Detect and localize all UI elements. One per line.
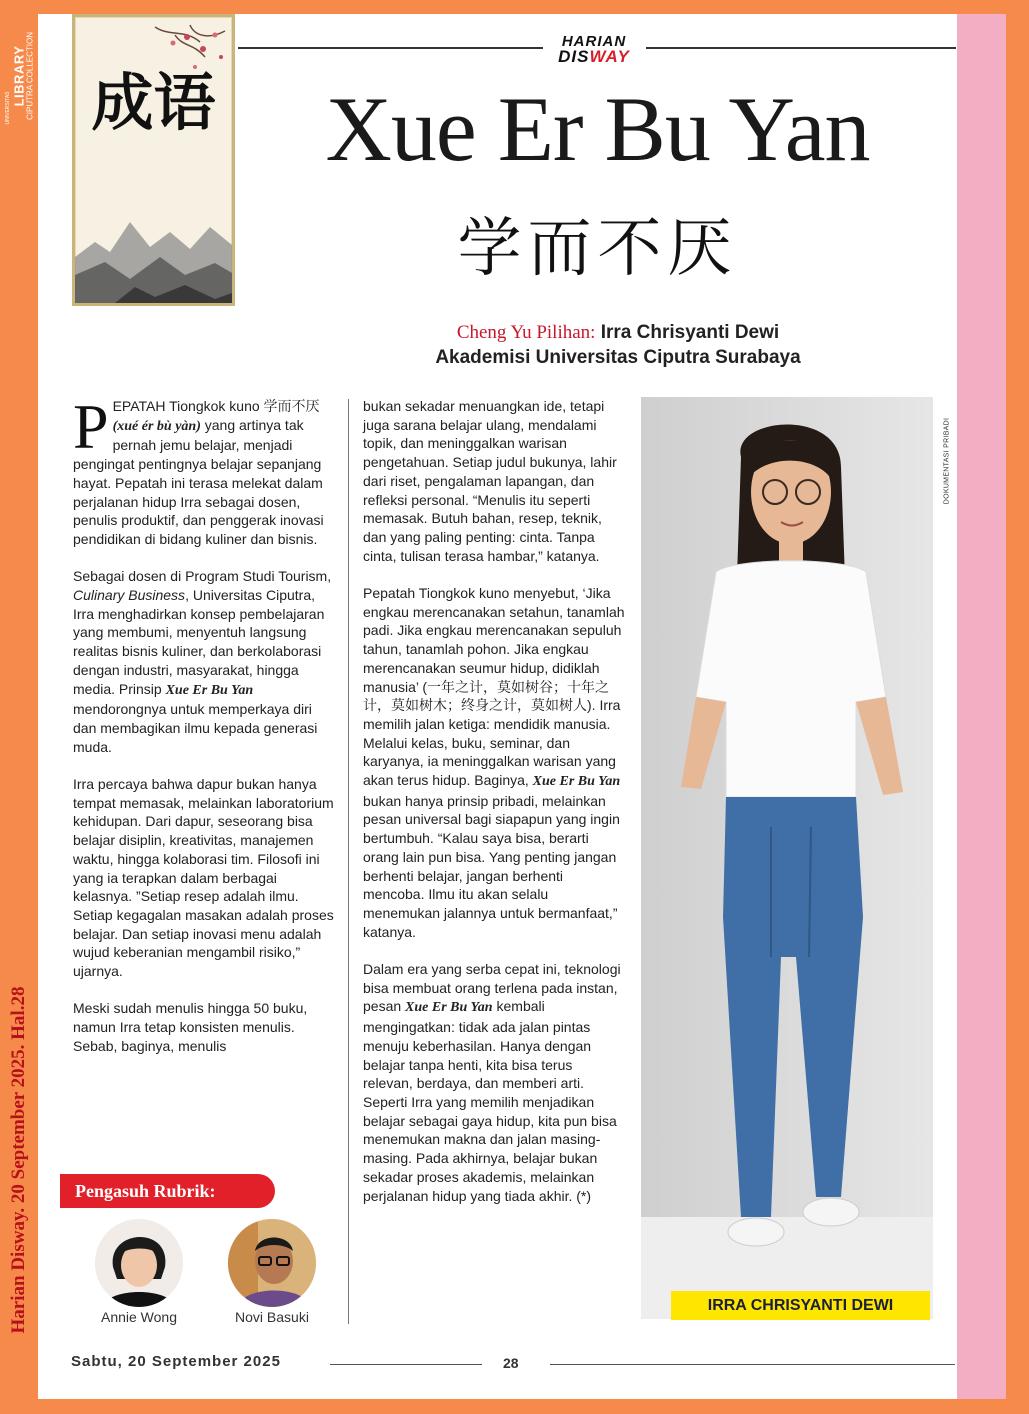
rubrik-banner: Pengasuh Rubrik: bbox=[60, 1174, 275, 1208]
footer-rule bbox=[550, 1364, 955, 1365]
host-name: Novi Basuki bbox=[235, 1309, 309, 1325]
host-name: Annie Wong bbox=[100, 1309, 177, 1325]
drop-cap: P bbox=[73, 391, 109, 462]
paragraph: Pepatah Tiongkok kuno menyebut, ‘Jika engkau merencanakan setahun, tanamlah padi. Jika engkau merencanakan sepuluh tahun, tanamlah pohon. Jika engkau merencanakan seumur hidup, didiklah manusia’ (一年之计，莫如树谷；十年之计，莫如树木；终身之计，莫如树人). Irra memilih jalan ketiga: mendidik manusia. Melalui kelas, buku, seminar, dan karyanya, ia meninggalkan warisan yang akan terus hidup. Baginya, Xue Er Bu Yan bukan hanya prinsip pribadi, melainkan pesan universal bagi siapapun yang ingin bertumbuh. “Kalau saya bisa, berarti orang lain pun bisa. Yang penting jangan berhenti belajar, jangan berhenti mencoba. Ilmu itu akan selalu menemukan jalannya untuk bermanfaat,” katanya. bbox=[363, 585, 625, 940]
avatar-annie-wong bbox=[95, 1219, 183, 1307]
paragraph: Dalam era yang serba cepat ini, teknologi bisa membuat orang terlena pada instan, pesan Xue Er Bu Yan kembali mengingatkan: tidak ada jalan pintas menuju keberhasilan. Hanya dengan belajar tanpa henti, kita bisa terus relevan, berdaya, dan memberi arti. Seperti Irra yang memilih menjadikan belajar sebagai gaya hidup, kita pun bisa menemukan makna dan jalan masing-masing. Pada akhirnya, belajar bukan sekadar proses akademis, melainkan perjalanan hidup yang tiada akhir. (*) bbox=[363, 961, 621, 1204]
paragraph: PEPATAH Tiongkok kuno 学而不厌 (xué ér bù yàn) yang artinya tak pernah jemu belajar, menjadi pengingat pentingnya belajar sepanjang hayat. Pepatah ini terasa melekat dalam perjalanan hidup Irra sebagai dosen, penulis produktif, dan penggerak inovasi pendidikan di bidang kuliner dan bisnis. bbox=[73, 391, 324, 547]
column-divider bbox=[348, 399, 349, 1324]
masthead-rule-left bbox=[238, 47, 543, 49]
archive-stamp: Harian Disway. 20 September 2025. Hal.28 bbox=[8, 986, 29, 1334]
article-title-hanzi: 学而不厌 bbox=[457, 212, 738, 286]
chengyu-characters: 成语 bbox=[91, 66, 216, 139]
paragraph: Irra percaya bahwa dapur bukan hanya tempat memasak, melainkan laboratorium kehidupan. Dari dapur, seseorang bisa belajar disiplin, kreativitas, manajemen waktu, hingga kolaborasi tim. Filosofi ini yang ia terapkan dalam berbagai kelasnya. ”Setiap resep adalah ilmu. Setiap kegagalan masakan adalah proses belajar. Dan setiap inovasi menu adalah wujud keberanian mengambil risiko,” ujarnya. bbox=[73, 776, 334, 980]
page-number: 28 bbox=[503, 1355, 519, 1371]
article-title: Xue Er Bu Yan bbox=[325, 78, 870, 180]
newspaper-page bbox=[38, 14, 957, 1399]
portrait-photo bbox=[641, 397, 933, 1319]
paragraph: bukan sekadar menuangkan ide, tetapi juga sarana belajar ulang, mendalami topik, dan meninggalkan warisan pengetahuan. Setiap judul bukunya, lahir dari riset, pengalaman lapangan, dan refleksi personal. “Menulis itu seperti memasak. Butuh bahan, resep, teknik, dan yang paling penting: cinta. Tanpa cinta, tulisan terasa hambar,” katanya. bbox=[363, 398, 617, 564]
photo-credit: DOKUMENTASI PRIBADI bbox=[943, 417, 951, 505]
paragraph: Meski sudah menulis hingga 50 buku, namun Irra tetap konsisten menulis. Sebab, baginya, menulis bbox=[73, 1000, 308, 1054]
paragraph: Sebagai dosen di Program Studi Tourism, Culinary Business, Universitas Ciputra, Irra menghadirkan konsep pembelajaran yang membumi, menyentuh langsung realitas bisnis kuliner, dan berkolaborasi dengan industri, masyarakat, hingga media. Prinsip Xue Er Bu Yan mendorongnya untuk memperkaya diri dan membagikan ilmu kepada generasi muda. bbox=[73, 568, 332, 755]
scroll-landscape-illustration bbox=[75, 17, 232, 303]
byline-name: Irra Chrisyanti Dewi bbox=[600, 322, 780, 343]
footer-rule bbox=[330, 1364, 482, 1365]
article-column-2 bbox=[363, 397, 625, 1224]
portrait-illustration bbox=[641, 397, 933, 1319]
avatar-novi-basuki bbox=[228, 1219, 316, 1307]
pink-edge-strip bbox=[957, 14, 1006, 1399]
masthead-logo: HARIAN DISWAY bbox=[558, 33, 630, 66]
footer-date: Sabtu, 20 September 2025 bbox=[71, 1353, 281, 1370]
masthead-rule-right bbox=[646, 47, 956, 49]
byline-affiliation: Akademisi Universitas Ciputra Surabaya bbox=[435, 347, 801, 368]
library-logo: UNIVERSITAS LIBRARY CIPUTRA COLLECTION bbox=[5, 31, 35, 125]
byline bbox=[338, 320, 898, 370]
article-column-1 bbox=[73, 391, 335, 1074]
chengyu-scroll-art bbox=[72, 14, 235, 306]
photo-caption: IRRA CHRISYANTI DEWI bbox=[671, 1291, 930, 1320]
byline-label: Cheng Yu Pilihan: bbox=[456, 322, 596, 343]
